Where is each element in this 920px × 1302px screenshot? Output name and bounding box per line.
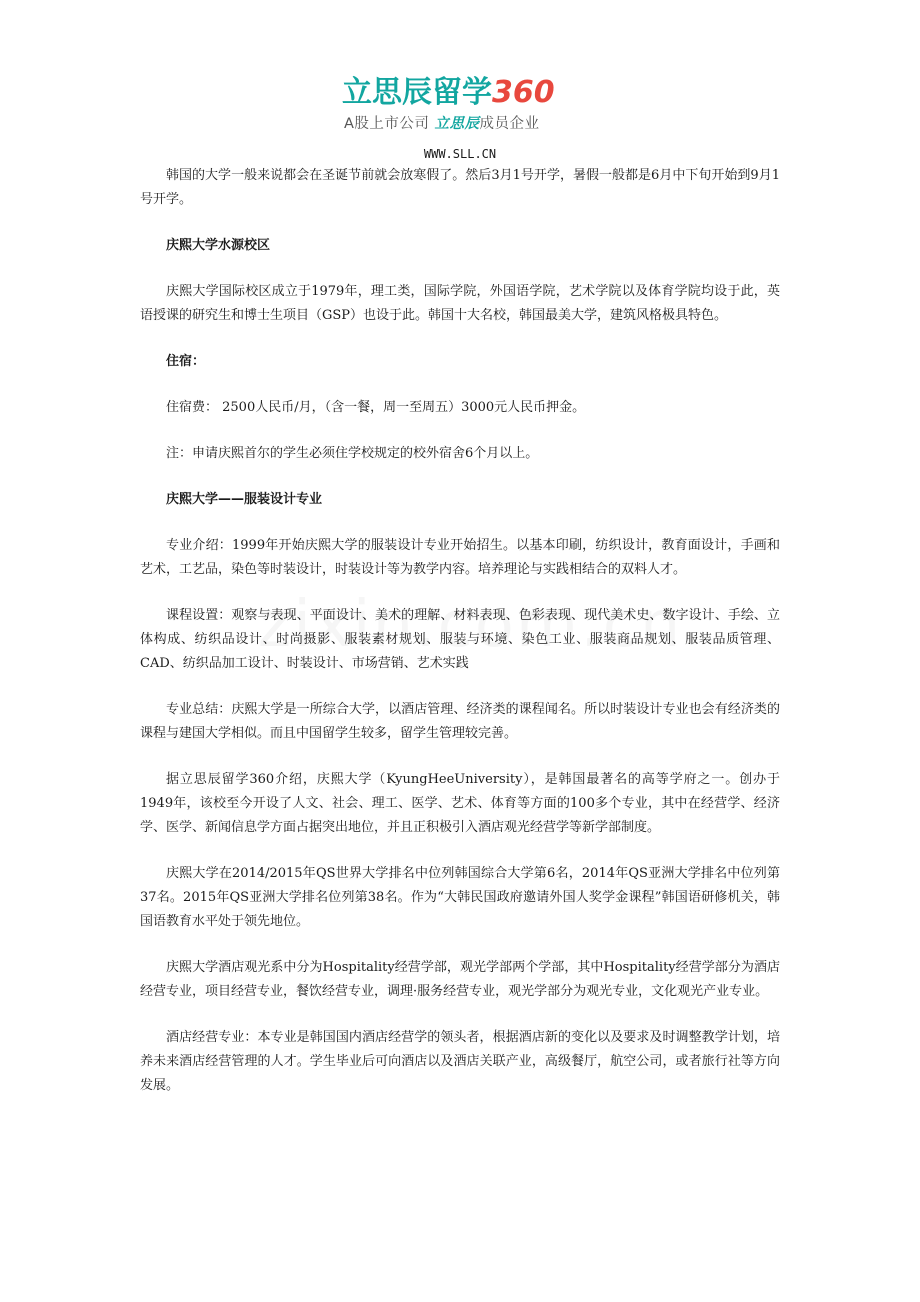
site-url: WWW.SLL.CN	[423, 147, 497, 161]
logo-sub-prefix: A股上市公司	[344, 116, 430, 132]
logo-title	[342, 76, 555, 110]
body-paragraph: 庆熙大学国际校区成立于1979年，理工类，国际学院，外国语学院，艺术学院以及体育学院均设于此，英语授课的研究生和博士生项目（GSP）也设于此。韩国十大名校，韩国最美大学，建筑风格极具特色。	[140, 284, 780, 323]
logo-number: 360	[492, 75, 555, 110]
document-body	[140, 164, 780, 1120]
body-paragraph: 专业总结：庆熙大学是一所综合大学，以酒店管理、经济类的课程闻名。所以时装设计专业也会有经济类的课程与建国大学相似。而且中国留学生较多，留学生管理较完善。	[140, 702, 780, 741]
logo-brand-text: 立思辰留学	[342, 75, 492, 110]
body-paragraph: 庆熙大学酒店观光系中分为Hospitality经营学部，观光学部两个学部，其中Hospitality经营学部分为酒店经营专业，项目经营专业，餐饮经营专业，调理·服务经营专业，观光学部分为观光专业，文化观光产业专业。	[140, 960, 780, 999]
section-heading: 庆熙大学水源校区	[166, 238, 271, 253]
body-paragraph: 注：申请庆熙首尔的学生必须住学校规定的校外宿舍6个月以上。	[166, 446, 539, 461]
body-paragraph: 专业介绍：1999年开始庆熙大学的服装设计专业开始招生。以基本印刷，纺织设计，教育面设计，手画和艺术，工艺品，染色等时装设计，时装设计等为教学内容。培养理论与实践相结合的双料人才。	[140, 538, 780, 577]
body-paragraph: 住宿费： 2500人民币/月，（含一餐，周一至周五）3000元人民币押金。	[166, 400, 586, 415]
logo-sub-brand: 立思辰	[434, 116, 480, 132]
body-paragraph: 据立思辰留学360介绍，庆熙大学（KyungHeeUniversity），是韩国最著名的高等学府之一。创办于1949年，该校至今开设了人文、社会、理工、医学、艺术、体育等方面的100多个专业，其中在经营学、经济学、医学、新闻信息学方面占据突出地位，并且正积极引入酒店观光经营学等新学部制度。	[140, 772, 780, 835]
body-paragraph: 酒店经营专业：本专业是韩国国内酒店经营学的领头者，根据酒店新的变化以及要求及时调整教学计划，培养未来酒店经营管理的人才。学生毕业后可向酒店以及酒店关联产业，高级餐厅，航空公司，或者旅行社等方向发展。	[140, 1030, 780, 1093]
logo-sub-suffix: 成员企业	[479, 116, 540, 132]
section-heading: 庆熙大学——服装设计专业	[166, 492, 323, 507]
body-paragraph: 课程设置：观察与表现、平面设计、美术的理解、材料表现、色彩表现、现代美术史、数字设计、手绘、立体构成、纺织品设计、时尚摄影、服装素材规划、服装与环境、染色工业、服装商品规划、服装品质管理、CAD、纺织品加工设计、时装设计、市场营销、艺术实践	[140, 608, 780, 671]
logo-subtitle	[344, 114, 540, 134]
body-paragraph: 庆熙大学在2014/2015年QS世界大学排名中位列韩国综合大学第6名，2014年QS亚洲大学排名中位列第37名。2015年QS亚洲大学排名位列第38名。作为“大韩民国政府邀请外国人奖学金课程”韩国语研修机关，韩国语教育水平处于领先地位。	[140, 866, 780, 929]
company-logo	[342, 76, 578, 136]
body-paragraph: 韩国的大学一般来说都会在圣诞节前就会放寒假了。然后3月1号开学，暑假一般都是6月中下旬开始到9月1号开学。	[140, 168, 780, 207]
section-heading: 住宿：	[166, 354, 206, 369]
